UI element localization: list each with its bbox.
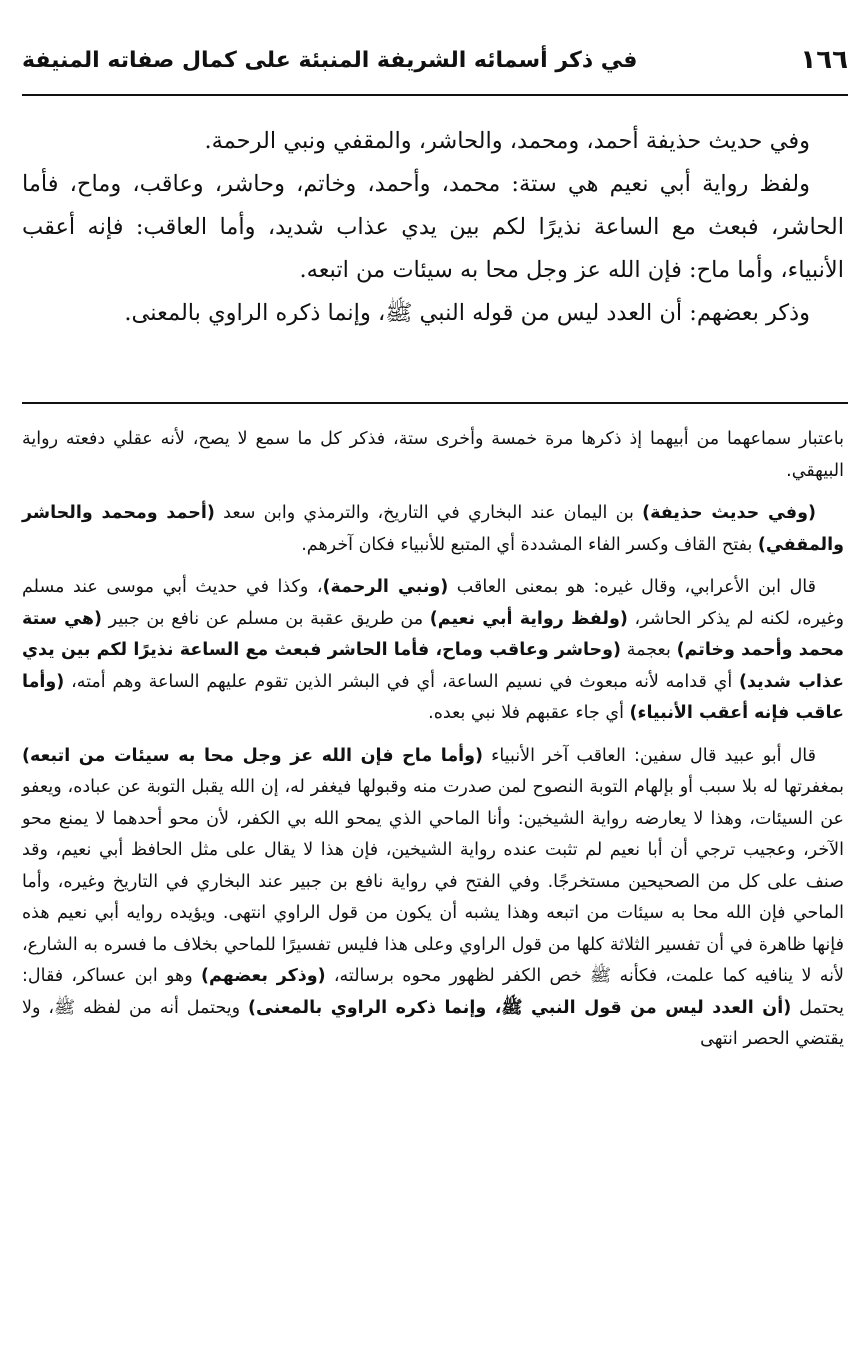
- commentary-text: قال ابن الأعرابي، وقال غيره: هو بمعنى العاقب: [448, 577, 816, 597]
- main-text-paragraph: وفي حديث حذيفة أحمد، ومحمد، والحاشر، والمقفي ونبي الرحمة.: [204, 128, 810, 154]
- quoted-text: (وأما عاقب فإنه أعقب الأنبياء): [22, 671, 844, 723]
- quoted-text: (أن العدد ليس من قول النبي ﷺ، وإنما ذكره الراوي بالمعنى): [248, 997, 792, 1018]
- commentary-text: ، وكذا في حديث أبي موسى عند مسلم وغيره، لكنه لم يذكر الحاشر،: [22, 577, 844, 629]
- quoted-text: (ونبي الرحمة): [322, 577, 449, 597]
- commentary-paragraph: [22, 741, 844, 1056]
- commentary-text: بن اليمان عند البخاري في التاريخ، والترمذي وابن سعد: [214, 503, 643, 523]
- chapter-title: في ذكر أسمائه الشريفة المنبئة على كمال صفاته المنيفة: [22, 47, 638, 73]
- header-rule: [22, 94, 848, 96]
- commentary-text: أي جاء عقبهم فلا نبي بعده.: [428, 703, 630, 723]
- page-number: ١٦٦: [800, 45, 848, 75]
- running-head: [22, 40, 848, 80]
- quoted-text: (وذكر بعضهم): [200, 966, 326, 986]
- commentary-text: بفتح القاف وكسر الفاء المشددة أي المتبع للأنبياء فكان آخرهم.: [301, 534, 758, 555]
- commentary-divider: [22, 402, 848, 404]
- commentary-text: باعتبار سماعهما من أبيهما إذ ذكرها مرة خمسة وأخرى ستة، فذكر كل ما سمع لا يصح، لأنه عقلي دفعته رواية البيهقي.: [22, 429, 844, 481]
- main-text-paragraph: وذكر بعضهم: أن العدد ليس من قوله النبي ﷺ، وإنما ذكره الراوي بالمعنى.: [124, 300, 810, 326]
- commentary-text: بعجمة: [621, 640, 677, 660]
- commentary-text: أي قدامه لأنه مبعوث في نسيم الساعة، أي في البشر الذين تقوم عليهم الساعة وهم أمته،: [64, 671, 739, 692]
- commentary-text: بمغفرتها له بلا سبب أو بإلهام التوبة النصوح لمن صدرت منه وقبولها فيغفر له، إن الله يقبل التوبة عن عباده، ويعفو عن السيئات، وهذا لا يعارضه رواية الشيخين: وأنا الماحي الذي يمحو الله بي الكفر، لأن محو أحدهما لا يمنع محو الآخر، وعجيب ترجي أن أبا نعيم لم تثبت عنده رواية الشيخين، فإن هذا لا يقال على مثل الحافظ أبي نعيم، وقد صنف على كل من الصحيحين مستخرجًا. وفي الفتح في رواية نافع بن جبير عند البخاري في التاريخ وغيره، وأما الماحي فإن الله محا به سيئات من اتبعه وهذا يشبه أن يكون من قول الراوي انتهى. ويؤيده روايه أبي نعيم هذه فإنها ظاهرة في أن تفسير الثلاثة كلها من قول الراوي وعلى هذا فليس تفسيرًا للماحي بخلاف ما فسره به الشارع، لأنه لا ينافيه كما علمت، فكأنه ﷺ خص الكفر لظهور محوه برسالته،: [22, 777, 844, 986]
- quoted-text: (ولفظ رواية أبي نعيم): [429, 608, 628, 629]
- quoted-text: (أحمد ومحمد والحاشر والمقفي): [22, 503, 844, 555]
- commentary-paragraph: [22, 424, 844, 487]
- main-text-paragraph: ولفظ رواية أبي نعيم هي ستة: محمد، وأحمد، وخاتم، وحاشر، وعاقب، وماح، فأما الحاشر، فبعث مع الساعة نذيرًا لكم بين يدي عذاب شديد، وأما العاقب: فإنه أعقب الأنبياء، وأما ماح: فإن الله عز وجل محا به سيئات من اتبعه.: [22, 171, 844, 283]
- commentary-paragraph: [22, 572, 844, 730]
- commentary-text: قال أبو عبيد قال سفين: العاقب آخر الأنبياء: [483, 745, 816, 766]
- commentary-text: ويحتمل أنه من لفظه ﷺ، ولا يقتضي الحصر انتهى: [22, 997, 844, 1049]
- commentary-paragraph: [22, 498, 844, 561]
- main-text: [22, 120, 844, 335]
- commentary-text: من طريق عقبة بن مسلم عن نافع بن جبير: [102, 608, 430, 629]
- quoted-text: (وفي حديث حذيفة): [642, 503, 816, 523]
- commentary-text: وهو ابن عساكر، فقال: يحتمل: [22, 966, 844, 1018]
- commentary: [22, 424, 844, 1067]
- quoted-text: (وحاشر وعاقب وماح، فأما الحاشر فبعث مع الساعة نذيرًا لكم بين يدي عذاب شديد): [22, 640, 844, 692]
- quoted-text: (وأما ماح فإن الله عز وجل محا به سيئات من اتبعه): [22, 745, 484, 766]
- quoted-text: (هي ستة محمد وأحمد وخاتم): [22, 608, 844, 660]
